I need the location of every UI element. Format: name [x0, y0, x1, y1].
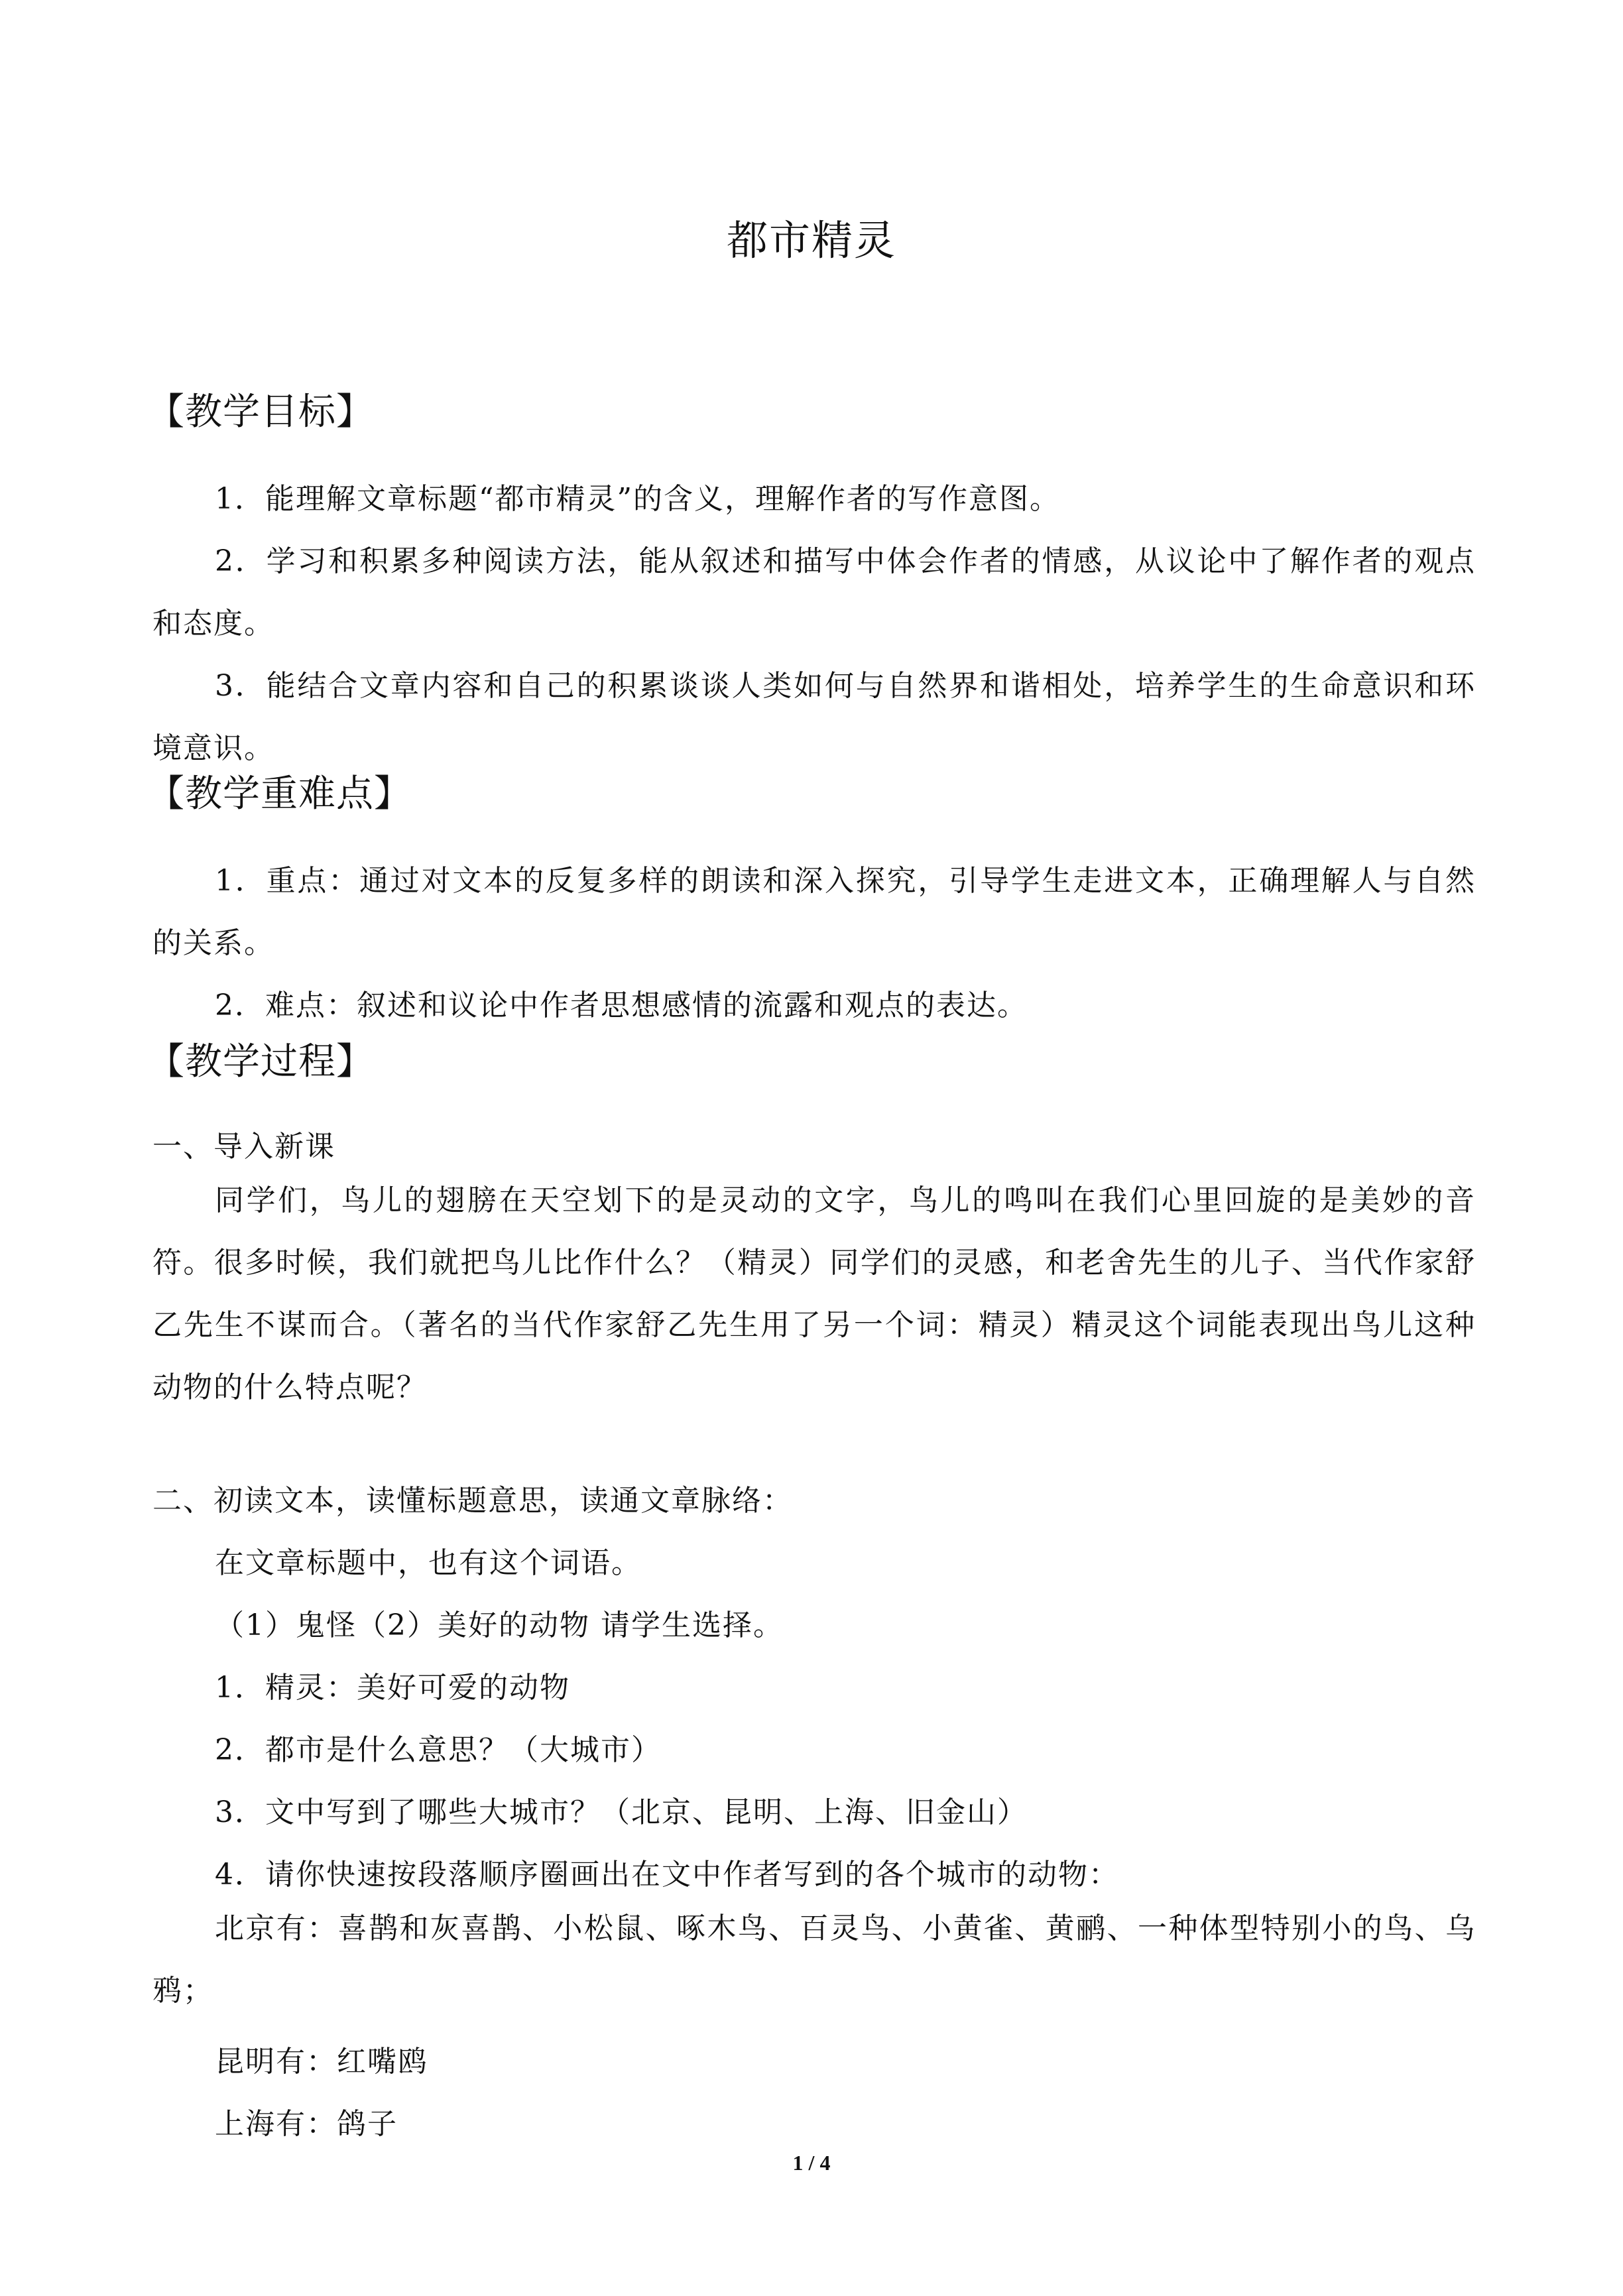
process-part1-body: 同学们，鸟儿的翅膀在天空划下的是灵动的文字，鸟儿的鸣叫在我们心里回旋的是美妙的音符。很多时候，我们就把鸟儿比作什么？（精灵）同学们的灵感，和老舍先生的儿子、当代作家舒乙先生不谋而合。（著名的当代作家舒乙先生用了另一个词：精灵）精灵这个词能表现出鸟儿这种动物的什么特点呢？	[152, 1183, 1476, 1404]
heading-teaching-goals: 【教学目标】	[147, 391, 374, 434]
process-line-6: 4．请你快速按段落顺序圈画出在文中作者写到的各个城市的动物：	[215, 1858, 1119, 1892]
process-line-2: （1）鬼怪（2）美好的动物 请学生选择。	[215, 1608, 784, 1642]
process-kunming-animals: 昆明有：红嘴鸥	[215, 2045, 428, 2079]
goal-item-3: 3．能结合文章内容和自己的积累谈谈人类如何与自然界和谐相处，培养学生的生命意识和环境意识。	[152, 669, 1476, 765]
process-line-3: 1．精灵：美好可爱的动物	[215, 1671, 570, 1705]
heading-teaching-process: 【教学过程】	[147, 1040, 374, 1083]
document-title: 都市精灵	[726, 216, 896, 265]
keypoint-item-2: 2．难点：叙述和议论中作者思想感情的流露和观点的表达。	[215, 989, 1028, 1022]
process-beijing-animals: 北京有：喜鹊和灰喜鹊、小松鼠、啄木鸟、百灵鸟、小黄雀、黄鹂、一种体型特别小的鸟、乌鸦；	[152, 1911, 1476, 2008]
process-part1-title: 一、导入新课	[152, 1130, 335, 1164]
process-line-5: 3．文中写到了哪些大城市？（北京、昆明、上海、旧金山）	[215, 1795, 1028, 1829]
page-number: 1 / 4	[792, 2151, 831, 2175]
process-shanghai-animals: 上海有：鸽子	[215, 2107, 398, 2141]
keypoint-item-1: 1．重点：通过对文本的反复多样的朗读和深入探究，引导学生走进文本，正确理解人与自然的关系。	[152, 864, 1476, 960]
process-line-1: 在文章标题中，也有这个词语。	[215, 1546, 642, 1580]
process-part2-title: 二、初读文本，读懂标题意思，读通文章脉络：	[152, 1484, 793, 1518]
heading-key-points: 【教学重难点】	[147, 772, 412, 816]
goal-item-1: 1．能理解文章标题“都市精灵”的含义，理解作者的写作意图。	[215, 482, 1060, 516]
process-line-4: 2．都市是什么意思？（大城市）	[215, 1733, 662, 1767]
goal-item-2: 2．学习和积累多种阅读方法，能从叙述和描写中体会作者的情感，从议论中了解作者的观点和态度。	[152, 544, 1476, 640]
